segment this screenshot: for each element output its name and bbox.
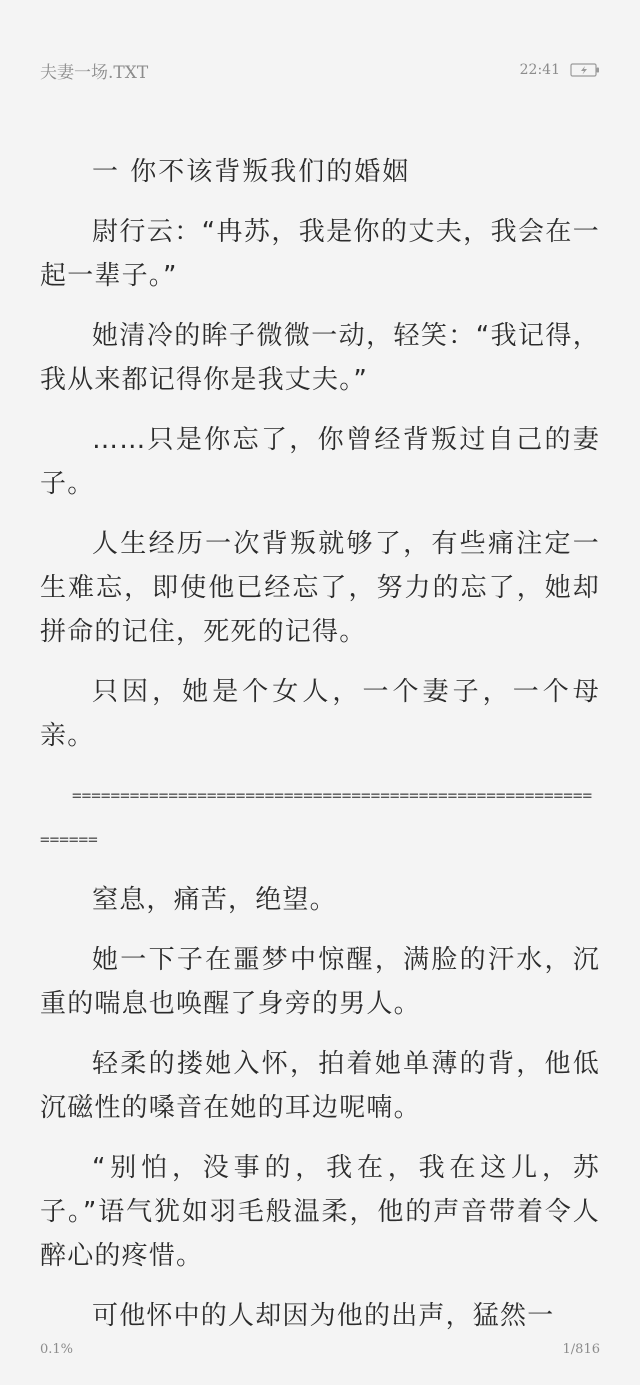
paragraph: 她一下子在噩梦中惊醒，满脸的汗水，沉重的喘息也唤醒了身旁的男人。 bbox=[40, 945, 600, 1019]
chapter-heading: 一 你不该背叛我们的婚姻 bbox=[92, 157, 411, 187]
reader-header bbox=[0, 0, 640, 110]
reading-content[interactable] bbox=[40, 150, 600, 1340]
clock: 22:41 bbox=[519, 62, 560, 78]
reader-footer bbox=[0, 1338, 640, 1368]
paragraph: 轻柔的搂她入怀，拍着她单薄的背，他低沉磁性的嗓音在她的耳边呢喃。 bbox=[40, 1049, 600, 1123]
paragraph: 她清冷的眸子微微一动，轻笑：“我记得，我从来都记得你是我丈夫。” bbox=[40, 321, 600, 395]
section-separator: ============================================================ bbox=[40, 786, 593, 849]
reading-progress: 0.1% bbox=[40, 1342, 74, 1357]
book-title: 夫妻一场.TXT bbox=[40, 63, 149, 83]
paragraph: 人生经历一次背叛就够了，有些痛注定一生难忘，即使他已经忘了，努力的忘了，她却拼命的记住，死死的记得。 bbox=[40, 529, 600, 647]
paragraph: “别怕，没事的，我在，我在这儿，苏子。”语气犹如羽毛般温柔，他的声音带着令人醉心的疼惜。 bbox=[40, 1153, 600, 1271]
paragraph: 只因，她是个女人，一个妻子，一个母亲。 bbox=[40, 677, 600, 751]
battery-charging-icon bbox=[570, 62, 600, 78]
paragraph: 尉行云：“冉苏，我是你的丈夫，我会在一起一辈子。” bbox=[40, 217, 600, 291]
status-indicators bbox=[520, 60, 600, 80]
paragraph: 窒息，痛苦，绝望。 bbox=[92, 885, 337, 915]
paragraph: ……只是你忘了，你曾经背叛过自己的妻子。 bbox=[40, 425, 600, 499]
page-number: 1/816 bbox=[562, 1342, 600, 1357]
paragraph: 可他怀中的人却因为他的出声，猛然一 bbox=[92, 1301, 555, 1331]
